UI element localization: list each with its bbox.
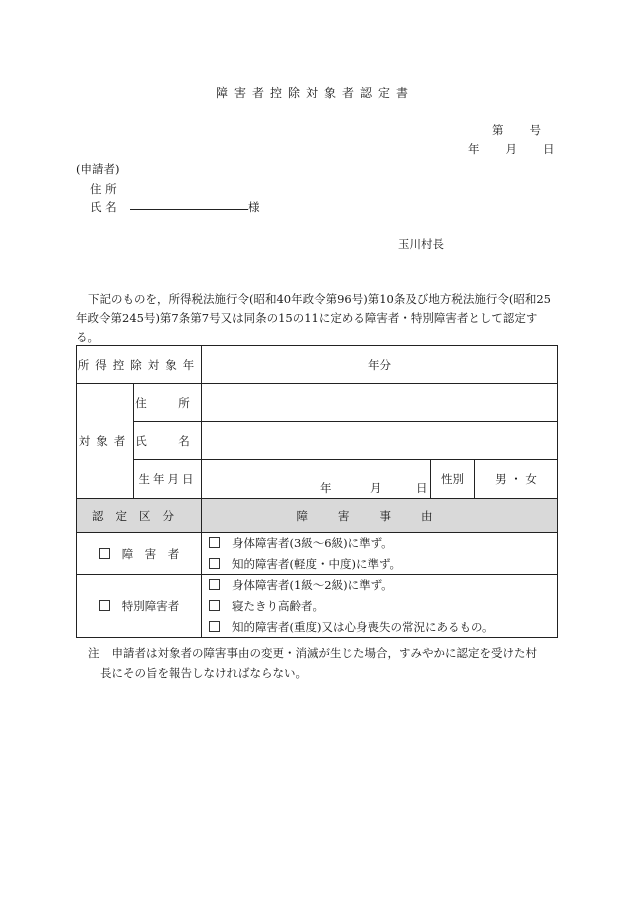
dob-month: 月 bbox=[370, 481, 382, 495]
checkbox-reason[interactable] bbox=[209, 600, 220, 611]
dob-year: 年 bbox=[320, 481, 332, 495]
note bbox=[88, 643, 558, 683]
gender-label: 性別 bbox=[431, 460, 475, 499]
note-line-2: 長にその旨を報告しなければならない。 bbox=[100, 666, 307, 680]
body-paragraph bbox=[76, 290, 560, 347]
category-special-row-1 bbox=[77, 575, 558, 596]
reason-item bbox=[202, 533, 558, 554]
gender-value[interactable]: 男 ・ 女 bbox=[475, 460, 558, 499]
date-label: 年 月 日 bbox=[468, 142, 556, 156]
certification-table bbox=[76, 345, 558, 638]
reason-header: 障害事由 bbox=[202, 499, 558, 533]
number-label: 第 号 bbox=[492, 123, 542, 137]
year-value[interactable]: 年分 bbox=[202, 346, 558, 384]
applicant-name-label: 氏 名 bbox=[90, 200, 117, 214]
applicant-name-line[interactable] bbox=[130, 209, 248, 210]
subject-dob-row bbox=[77, 460, 558, 499]
honorific: 様 bbox=[248, 200, 260, 214]
note-line-1: 申請者は対象者の障害事由の変更・消滅が生じた場合，すみやかに認定を受けた村 bbox=[111, 646, 537, 660]
year-row bbox=[77, 346, 558, 384]
subject-label: 対象者 bbox=[77, 384, 134, 499]
checkbox-disabled[interactable] bbox=[99, 548, 110, 559]
reason-text: 寝たきり高齢者。 bbox=[232, 599, 324, 613]
subject-name-field[interactable] bbox=[202, 422, 558, 460]
category-header: 認定区分 bbox=[77, 499, 202, 533]
year-header: 所得控除対象年 bbox=[77, 346, 202, 384]
dob-label: 生年月日 bbox=[134, 460, 202, 499]
subject-name-label: 氏 名 bbox=[134, 422, 202, 460]
dob-day: 日 bbox=[416, 481, 428, 495]
dob-field[interactable] bbox=[202, 460, 431, 499]
reason-text: 知的障害者(重度)又は心身喪失の常況にあるもの。 bbox=[232, 619, 494, 634]
note-marker: 注 bbox=[88, 646, 100, 660]
category-special bbox=[77, 575, 202, 638]
reason-text: 知的障害者(軽度・中度)に準ず。 bbox=[232, 556, 402, 571]
applicant-label: (申請者) bbox=[76, 162, 120, 176]
reason-item bbox=[202, 554, 558, 575]
reason-item bbox=[202, 617, 558, 638]
issuer: 玉川村長 bbox=[398, 237, 444, 251]
subject-address-row bbox=[77, 384, 558, 422]
checkbox-reason[interactable] bbox=[209, 579, 220, 590]
reason-item bbox=[202, 596, 558, 617]
checkbox-reason[interactable] bbox=[209, 621, 220, 632]
category-disabled-label: 障 害 者 bbox=[121, 546, 180, 561]
category-special-label: 特別障害者 bbox=[121, 599, 180, 613]
category-header-row bbox=[77, 499, 558, 533]
reason-text: 身体障害者(3級～6級)に準ず。 bbox=[232, 536, 393, 551]
category-disabled-row-1 bbox=[77, 533, 558, 554]
applicant-address-label: 住 所 bbox=[90, 182, 117, 196]
reason-text: 身体障害者(1級～2級)に準ず。 bbox=[232, 578, 393, 593]
checkbox-reason[interactable] bbox=[209, 537, 220, 548]
reason-item bbox=[202, 575, 558, 596]
checkbox-reason[interactable] bbox=[209, 558, 220, 569]
document-title: 障害者控除対象者認定書 bbox=[215, 86, 414, 100]
checkbox-special[interactable] bbox=[99, 600, 110, 611]
subject-name-row bbox=[77, 422, 558, 460]
category-disabled bbox=[77, 533, 202, 575]
subject-address-field[interactable] bbox=[202, 384, 558, 422]
subject-address-label: 住 所 bbox=[134, 384, 202, 422]
body-text: 下記のものを，所得税法施行令(昭和40年政令第96号)第10条及び地方税法施行令(昭和25年政令第245号)第7条第7号又は同条の15の11に定める障害者・特別障害者として認定する。 bbox=[76, 292, 551, 344]
